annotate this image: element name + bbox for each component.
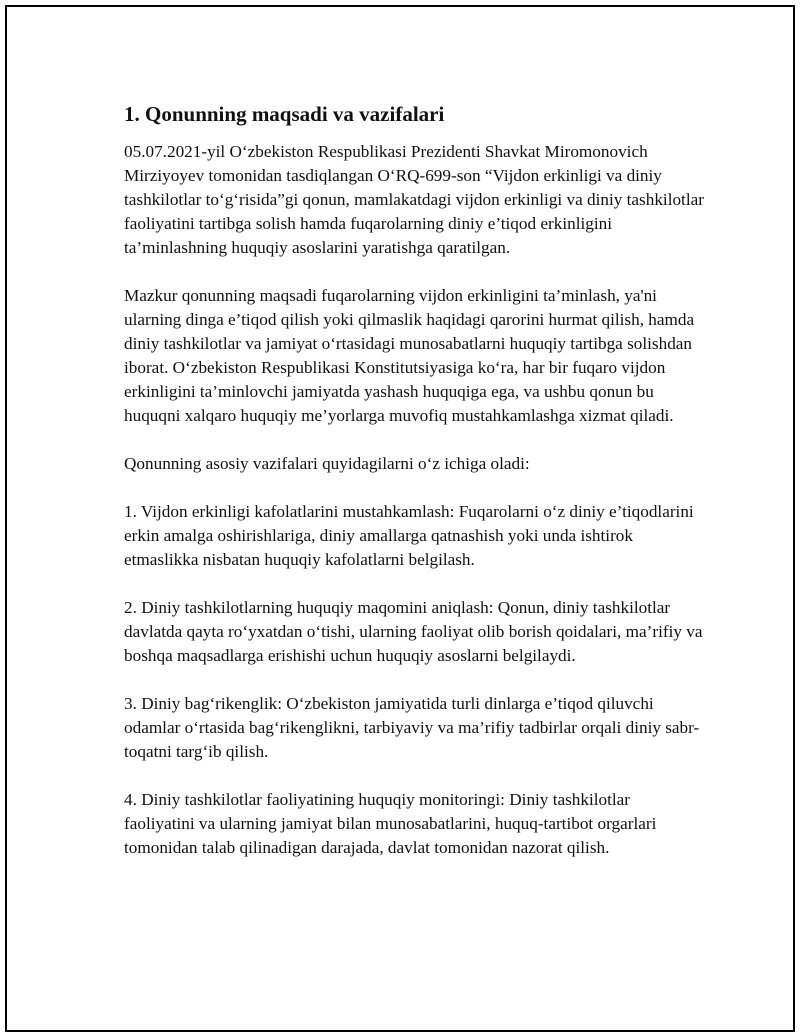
section-heading: 1. Qonunning maqsadi va vazifalari <box>124 102 445 126</box>
list-item-task-3: 3. Diniy bag‘rikenglik: O‘zbekiston jamiyatida turli dinlarga e’tiqod qiluvchi odamlar o‘rtasida bag‘rikenglikni, tarbiyaviy va ma’rifiy tadbirlar orqali diniy sabr-toqatni targ‘ib qilish. <box>124 694 700 761</box>
list-item-task-2: 2. Diniy tashkilotlarning huquqiy maqomini aniqlash: Qonun, diniy tashkilotlar davlatda qayta ro‘yxatdan o‘tishi, ularning faoliyat olib borish qoidalari, ma’rifiy va boshqa maqsadlarga erishishi uchun huquqiy asoslarni belgilaydi. <box>124 598 703 665</box>
paragraph-tasks-lead: Qonunning asosiy vazifalari quyidagilarni o‘z ichiga oladi: <box>124 454 530 473</box>
list-item-task-4: 4. Diniy tashkilotlar faoliyatining huquqiy monitoringi: Diniy tashkilotlar faoliyatini va ularning jamiyat bilan munosabatlarini, huquq-tartibot orgarlari tomonidan talab qilinadigan darajada, davlat tomonidan nazorat qilish. <box>124 790 657 857</box>
list-item-task-1: 1. Vijdon erkinligi kafolatlarini mustahkamlash: Fuqarolarni o‘z diniy e’tiqodlarini erkin amalga oshirishlariga, diniy amallarga qatnashish yoki unda ishtirok etmaslikka nisbatan huquqiy kafolatlarni belgilash. <box>124 502 694 569</box>
page-frame <box>5 5 795 1032</box>
paragraph-purpose: Mazkur qonunning maqsadi fuqarolarning vijdon erkinligini ta’minlash, ya'ni ularning dinga e’tiqod qilish yoki qilmaslik haqidagi qarorini hurmat qilish, hamda diniy tashkilotlar va jamiyat o‘rtasidagi munosabatlarni huquqiy tartibga solishdan iborat. O‘zbekiston Respublikasi Konstitutsiyasiga ko‘ra, har bir fuqaro vijdon erkinligini ta’minlovchi jamiyatda yashash huquqiga ega, va ushbu qonun bu huquqni xalqaro huquqiy me’yorlarga muvofiq mustahkamlashga xizmat qiladi. <box>124 286 695 425</box>
paragraph-intro: 05.07.2021-yil O‘zbekiston Respublikasi Prezidenti Shavkat Miromonovich Mirziyoyev tomonidan tasdiqlangan O‘RQ-699-son “Vijdon erkinligi va diniy tashkilotlar to‘g‘risida”gi qonun, mamlakatdagi vijdon erkinligi va diniy tashkilotlar faoliyatini tartibga solish hamda fuqarolarning diniy e’tiqod erkinligini ta’minlashning huquqiy asoslarini yaratishga qaratilgan. <box>124 142 704 257</box>
document-body <box>124 99 704 884</box>
